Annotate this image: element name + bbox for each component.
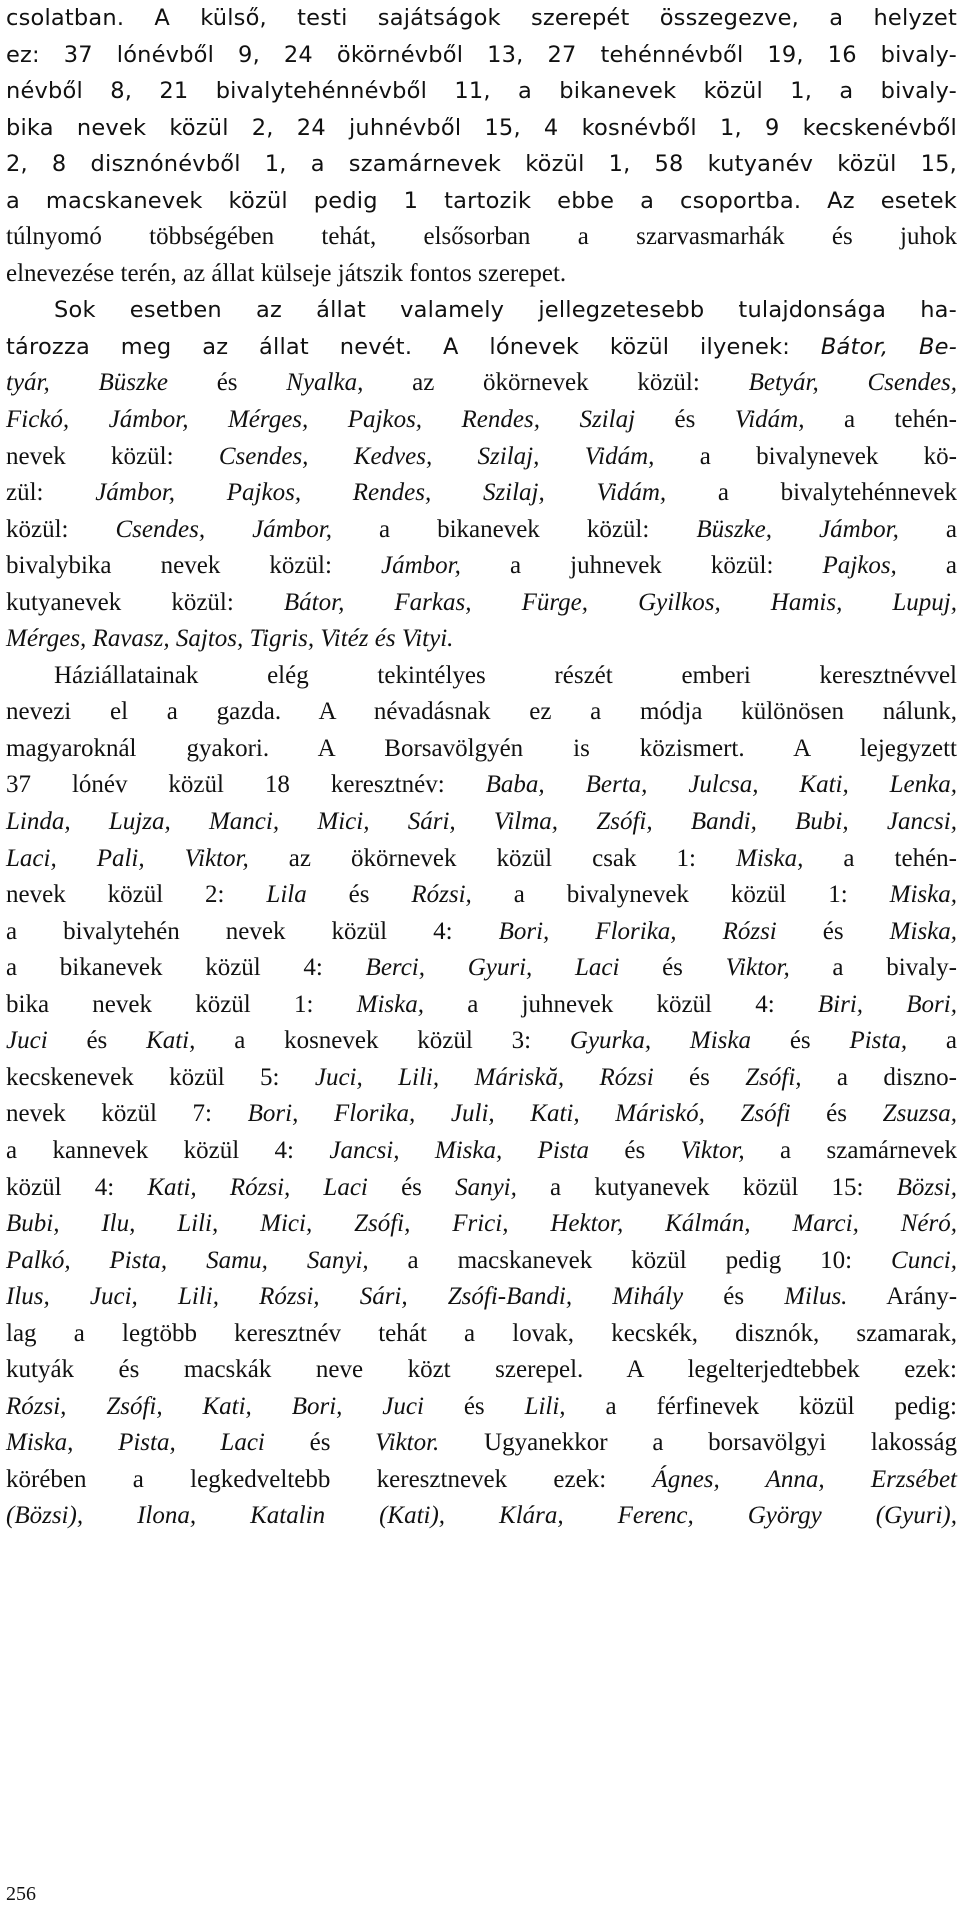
text-span: és (683, 1283, 785, 1311)
text-span: a (907, 1027, 957, 1055)
text-line (6, 914, 957, 951)
text-span: nevek közül: (6, 442, 219, 470)
text-span: Háziállatainak elég tekintélyes részét emberi keresztnévvel (54, 661, 957, 689)
text-span: és (619, 954, 726, 982)
italic-text: Jámbor, Pajkos, Rendes, Szilaj, Vidám, (95, 479, 667, 507)
text-line (6, 1425, 957, 1462)
italic-text: Viktor. (375, 1429, 440, 1457)
text-line (6, 1498, 957, 1535)
text-span: csolatban. A külső, testi sajátságok szerepét összegezve, a helyzet (6, 5, 957, 31)
text-line (6, 1133, 957, 1170)
text-line (6, 110, 957, 147)
italic-text: Vidám, (734, 406, 805, 434)
text-line (6, 694, 957, 731)
text-span: és (790, 1100, 883, 1128)
text-line (6, 585, 957, 622)
italic-text: Miska, (356, 990, 425, 1018)
text-line (6, 841, 957, 878)
italic-text: Bátor, Be- (820, 333, 957, 360)
text-line (6, 1352, 957, 1389)
text-line (6, 1462, 957, 1499)
italic-text: Sanyi, (455, 1173, 517, 1201)
italic-text: Bözsi, (896, 1173, 958, 1201)
text-span: és (776, 917, 890, 945)
text-span: bivalybika nevek közül: (6, 552, 382, 580)
text-span: a bivalytehénnevek (666, 479, 957, 507)
text-line (6, 439, 957, 476)
italic-text: Milus. (784, 1283, 848, 1311)
italic-text: Gyurka, Miska (569, 1027, 752, 1055)
text-span: zül: (6, 479, 96, 507)
text-line (6, 621, 957, 658)
text-line (6, 877, 957, 914)
text-span: nevek közül 7: (6, 1100, 248, 1128)
text-span: Ugyanekkor a borsavölgyi lakosság (439, 1429, 958, 1457)
text-span: kutyanevek közül: (6, 588, 284, 616)
italic-text: Biri, Bori, (817, 990, 957, 1018)
italic-text: Lila (266, 881, 307, 909)
text-span: lag a legtöbb keresztnév tehát a lovak, kecskék, disznók, szamarak, (6, 1319, 957, 1347)
italic-text: Miska, Pista, Laci (6, 1429, 265, 1457)
text-span: ez: 37 lónévből 9, 24 ökörnévből 13, 27 tehénnévből 19, 16 bivaly- (6, 41, 957, 68)
text-span: bika nevek közül 1: (6, 990, 357, 1018)
text-span: a (896, 552, 957, 580)
text-span: és (367, 1173, 456, 1201)
italic-text: Betyár, Csendes, (748, 369, 958, 397)
italic-text: Rózsi, Zsófi, Kati, Bori, Juci (6, 1392, 424, 1420)
text-line (6, 658, 957, 695)
document-page (6, 0, 957, 1535)
text-line (6, 1316, 957, 1353)
italic-text: Pista, (849, 1027, 908, 1055)
text-span: a (898, 515, 957, 543)
text-line (6, 292, 957, 329)
text-span: körében a legkedveltebb keresztnevek ezek: (6, 1465, 653, 1493)
text-span: a bivalytehén nevek közül 4: (6, 917, 499, 945)
text-span: magyaroknál gyakori. A Borsavölgyén is közismert. A lejegyzett (6, 734, 957, 762)
italic-text: Kati, (146, 1027, 196, 1055)
text-span: nevezi el a gazda. A névadásnak ez a módja különösen nálunk, (6, 698, 957, 726)
text-span: a tehén- (803, 844, 957, 872)
italic-text: Miska, (889, 917, 958, 945)
italic-text: Fickó, Jámbor, Mérges, Pajkos, Rendes, Szilaj (6, 406, 636, 434)
italic-text: Bori, Florika, Juli, Kati, Máriskó, Zsófi (247, 1100, 791, 1128)
italic-text: Rózsi, (411, 881, 472, 909)
text-line (6, 329, 957, 366)
text-line (6, 73, 957, 110)
italic-text: Berci, Gyuri, Laci (365, 954, 620, 982)
text-line (6, 1389, 957, 1426)
italic-text: Nyalka, (286, 369, 364, 397)
italic-text: Jancsi, Miska, Pista (329, 1136, 589, 1164)
italic-text: tyár, Büszke (6, 369, 168, 397)
text-span: a kutyanevek közül 15: (516, 1173, 897, 1201)
text-line (6, 402, 957, 439)
text-line (6, 256, 957, 293)
text-line (6, 512, 957, 549)
italic-text: Jámbor, (381, 552, 461, 580)
page-number: 256 (6, 1883, 36, 1905)
italic-text: (Bözsi), Ilona, Katalin (Kati), Klára, Ferenc, György (Gyuri), (6, 1502, 957, 1530)
italic-text: Mérges, Ravasz, Sajtos, Tigris, Vitéz és Vityi. (6, 625, 454, 653)
text-line (6, 37, 957, 74)
text-span: és (264, 1429, 376, 1457)
text-span: túlnyomó többségében tehát, elsősorban a szarvasmarhák és juhok (6, 223, 957, 251)
text-span: és (751, 1027, 850, 1055)
italic-text: Bubi, Ilu, Lili, Mici, Zsófi, Frici, Hektor, Kálmán, Marci, Néró, (6, 1210, 957, 1238)
italic-text: Ágnes, Anna, Erzsébet (652, 1465, 957, 1493)
text-line (6, 548, 957, 585)
text-span: a szamárnevek (744, 1136, 958, 1164)
italic-text: Zsuzsa, (882, 1100, 958, 1128)
italic-text: Zsófi, (745, 1063, 802, 1091)
italic-text: Cunci, (891, 1246, 957, 1274)
text-span: az ökörnevek közül csak 1: (248, 844, 737, 872)
text-line (6, 475, 957, 512)
text-line (6, 1170, 957, 1207)
text-span: és (167, 369, 287, 397)
italic-text: Linda, Lujza, Manci, Mici, Sári, Vilma, Zsófi, Bandi, Bubi, Jancsi, (6, 808, 957, 836)
text-span: kecskenevek közül 5: (6, 1063, 315, 1091)
text-span: és (635, 406, 735, 434)
text-line (6, 767, 957, 804)
text-span: a macskanevek közül pedig 1 tartozik ebbe a csoportba. (6, 187, 802, 214)
text-span: Sok esetben az állat valamely jellegzetesebb tulajdonsága ha- (54, 297, 957, 324)
text-span: és (423, 1392, 525, 1420)
text-span: a bikanevek közül: (331, 515, 697, 543)
text-span: 2, 8 disznónévből 1, a szamárnevek közül 1, 58 kutyanév közül 15, (6, 151, 957, 178)
text-line (6, 0, 957, 37)
italic-text: Miska, (889, 881, 957, 909)
text-line (6, 1096, 957, 1133)
italic-text: Bori, Florika, Rózsi (498, 917, 777, 945)
italic-text: Csendes, Jámbor, (115, 515, 332, 543)
italic-text: Miska, (736, 844, 804, 872)
italic-text: Csendes, Kedves, Szilaj, Vidám, (218, 442, 655, 470)
text-span: közül 4: (6, 1173, 148, 1201)
italic-text: Juci (6, 1027, 48, 1055)
italic-text: Büszke, Jámbor, (696, 515, 899, 543)
text-line (6, 1243, 957, 1280)
italic-text: Viktor, (680, 1136, 745, 1164)
text-span: kutyák és macskák neve közt szerepel. A legelterjedtebbek ezek: (6, 1356, 957, 1384)
text-span: névből 8, 21 bivalytehénnévből 11, a bikanevek közül 1, a bivaly- (6, 78, 957, 105)
text-span: Arány- (847, 1283, 958, 1311)
italic-text: Ilus, Juci, Lili, Rózsi, Sári, Zsófi-Bandi, Mihály (6, 1283, 684, 1311)
text-span: A lónevek közül ilyenek: (412, 333, 821, 360)
text-span: nevek közül 2: (6, 881, 267, 909)
text-line (6, 987, 957, 1024)
text-line (6, 1279, 957, 1316)
italic-text: Kati, Rózsi, Laci (147, 1173, 368, 1201)
text-line (6, 219, 957, 256)
text-span: a macskanevek közül pedig 10: (368, 1246, 892, 1274)
text-span: elnevezése terén, az állat külseje játszik fontos szerepet. (6, 259, 567, 287)
text-line (6, 1023, 957, 1060)
text-span: és (306, 881, 412, 909)
text-line (6, 804, 957, 841)
text-span: a férfinevek közül pedig: (565, 1392, 957, 1420)
text-span: Az esetek (801, 187, 958, 214)
text-span: és (588, 1136, 681, 1164)
italic-text: Palkó, Pista, Samu, Sanyi, (6, 1246, 369, 1274)
text-span: és (47, 1027, 147, 1055)
italic-text: Bátor, Farkas, Fürge, Gyilkos, Hamis, Lupuj, (283, 588, 957, 616)
text-span: közül: (6, 515, 116, 543)
text-span: a kannevek közül 4: (6, 1136, 330, 1164)
text-span: bika nevek közül 2, 24 juhnévből 15, 4 kosnévből 1, 9 kecskenévből (6, 114, 957, 141)
text-span: tározza meg az állat nevét. (6, 333, 413, 360)
text-span: a bivalynevek közül 1: (471, 881, 890, 909)
italic-text: Juci, Lili, Máriskă, Rózsi (314, 1063, 654, 1091)
italic-text: Lili, (524, 1392, 566, 1420)
text-line (6, 950, 957, 987)
text-span: a kosnevek közül 3: (195, 1027, 570, 1055)
text-span: a diszno- (801, 1063, 958, 1091)
italic-text: Pajkos, (822, 552, 897, 580)
text-line (6, 1206, 957, 1243)
text-line (6, 146, 957, 183)
text-span: és (653, 1063, 746, 1091)
text-line (6, 731, 957, 768)
text-span: a bivalynevek kö- (654, 442, 957, 470)
text-span: 37 lónév közül 18 keresztnév: (6, 771, 486, 799)
text-span: a juhnevek közül: (460, 552, 823, 580)
text-line (6, 1060, 957, 1097)
italic-text: Baba, Berta, Julcsa, Kati, Lenka, (485, 771, 958, 799)
italic-text: Viktor, (725, 954, 790, 982)
text-span: az ökörnevek közül: (363, 369, 749, 397)
text-span: a tehén- (804, 406, 958, 434)
text-span: a bikanevek közül 4: (6, 954, 366, 982)
text-span: a bivaly- (789, 954, 958, 982)
text-line (6, 365, 957, 402)
text-line (6, 183, 957, 220)
text-span: a juhnevek közül 4: (424, 990, 818, 1018)
italic-text: Laci, Pali, Viktor, (6, 844, 249, 872)
